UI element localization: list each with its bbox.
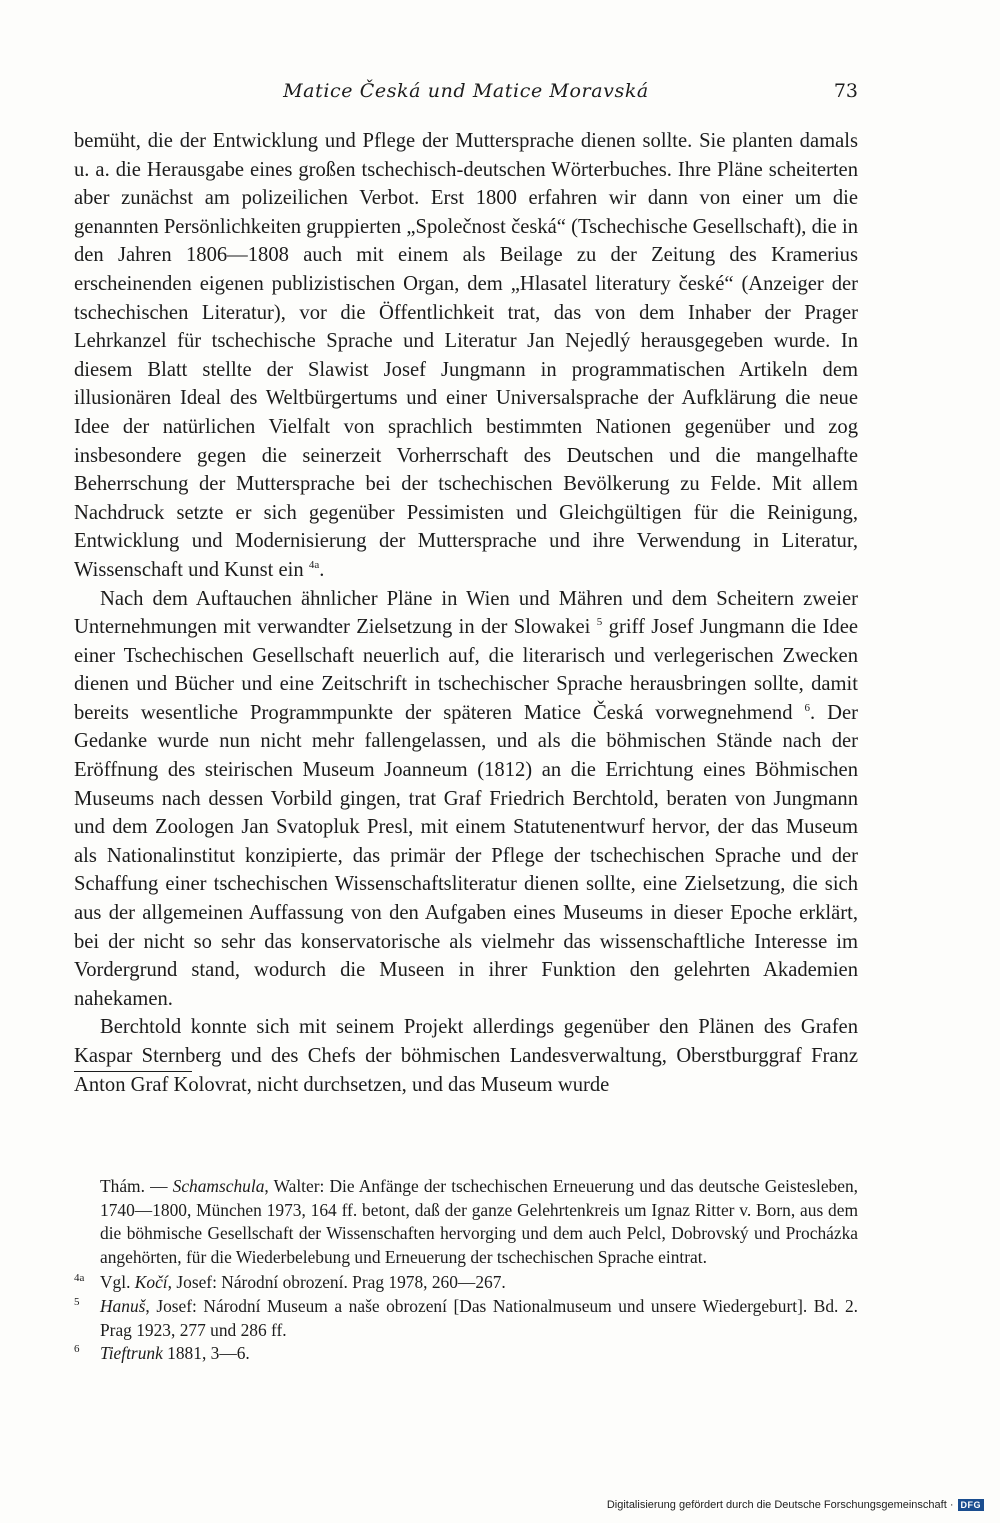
- paragraph-2-text-b: griff Josef Jungmann die Idee einer Tschechischen Gesellschaft neuerlich auf, die literarisch und verlegerischen Zwecken dienen und Bücher und eine Zeitschrift in tschechischer Sprache herausbringen sollte, damit bereits wesentliche Programmpunkte der späteren Matice Česká vorwegnehmend: [74, 616, 858, 724]
- footnote-5: [74, 1295, 858, 1342]
- dfg-logo-icon: DFG: [958, 1499, 985, 1511]
- dfg-funding-banner: [607, 1499, 984, 1511]
- page-number: 73: [833, 80, 858, 102]
- footnote-ref-4a[interactable]: 4a: [308, 559, 320, 572]
- footnote-continuation: [74, 1175, 858, 1269]
- paragraph-1-text: bemüht, die der Entwicklung und Pflege der Muttersprache dienen sollte. Sie planten damals u. a. die Herausgabe eines großen tschechisch-deutschen Wörterbuches. Ihre Pläne scheiterten aber zunächst am polizeilichen Verbot. Erst 1800 erfahren wir dann von einer um die genannten Persönlichkeiten gruppierten „Společnost česká“ (Tschechische Gesellschaft), die in den Jahren 1806—1808 auch mit einem als Beilage zu der Zeitung des Kramerius erscheinenden eigenen publizistischen Organ, dem „Hlasatel literatury české“ (Anzeiger der tschechischen Literatur), vor die Öffentlichkeit trat, das von dem Inhaber der Prager Lehrkanzel für tschechische Sprache und Literatur Jan Nejedlý herausgegeben wurde. In diesem Blatt stellte der Slawist Josef Jungmann in programmatischen Artikeln dem illusionären Ideal des Weltbürgertums und einer Universalsprache der Aufklärung die neue Idee der natürlichen Vielfalt von sprachlich bestimmten Nationen gegenüber und zog insbesondere gegen die seinerzeit Vorherrschaft des Deutschen und die mangelhafte Beherrschung der Muttersprache bei der tschechischen Bevölkerung zu Felde. Mit allem Nachdruck setzte er sich gegenüber Pessimisten und Gleichgültigen für die Reinigung, Entwicklung und Modernisierung der Muttersprache und ihre Verwendung in Literatur, Wissenschaft und Kunst ein: [74, 130, 858, 581]
- paragraph-2-text-c: . Der Gedanke wurde nun nicht mehr fallengelassen, und als die böhmischen Stände nach der Eröffnung des steirischen Museum Joanneum (1812) an die Errichtung eines Böhmischen Museums nach dessen Vorbild gingen, trat Graf Friedrich Berchtold, beraten von Jungmann und dem Zoologen Jan Svatopluk Presl, mit einem Statutenentwurf hervor, der das Museum als Nationalinstitut konzipierte, das primär der Pflege der tschechischen Sprache und der Schaffung einer tschechischen Wissenschaftsliteratur dienen sollte, eine Zielsetzung, die sich aus der allgemeinen Auffassung von den Aufgaben eines Museums in dieser Epoche erklärt, bei der nicht so sehr das konservatorische als vielmehr das wissenschaftliche Interesse im Vordergrund stand, wodurch die Museen in ihrer Funktion den gelehrten Akademien nahekamen.: [74, 701, 858, 1010]
- footnote-cont-text-a: Thám. —: [100, 1176, 173, 1196]
- footnote-4a: [74, 1271, 858, 1295]
- footnote-ref-6[interactable]: 6: [804, 702, 810, 715]
- footnote-mark: 4a: [74, 1272, 85, 1285]
- footnote-6: [74, 1342, 858, 1366]
- footnote-author: Kočí: [134, 1272, 168, 1293]
- footnote-text: , Josef: Národní Museum a naše obrození [Das Nationalmuseum und unsere Wiedergeburt]. Bd. 2. Prag 1923, 277 und 286 ff.: [100, 1295, 858, 1340]
- footnotes: [74, 1175, 858, 1366]
- paragraph-1-end: .: [319, 558, 325, 581]
- paragraph-2: [74, 585, 858, 1014]
- dfg-banner-text: Digitalisierung gefördert durch die Deutsche Forschungsgemeinschaft ·: [606, 1499, 954, 1511]
- footnote-ref-5[interactable]: 5: [596, 616, 603, 629]
- paragraph-3-text: Berchtold konnte sich mit seinem Projekt allerdings gegenüber den Plänen des Grafen Kaspar Sternberg und des Chefs der böhmischen Landesverwaltung, Oberstburggraf Franz Anton Graf Kolovrat, nicht durchsetzen, und das Museum wurde: [74, 1016, 858, 1096]
- paragraph-2-text-a: Nach dem Auftauchen ähnlicher Pläne in Wien und Mähren und dem Scheitern zweier Unternehmungen mit verwandter Zielsetzung in der Slowakei: [74, 587, 858, 639]
- main-text: [74, 127, 858, 1099]
- footnote-cont-author: Schamschula: [172, 1176, 265, 1196]
- footnote-text: 1881, 3—6.: [162, 1343, 250, 1364]
- footnote-mark: 5: [74, 1295, 80, 1308]
- paragraph-1: [74, 127, 858, 585]
- footnote-author: Tieftrunk: [100, 1343, 163, 1364]
- footnote-author: Hanuš: [100, 1295, 146, 1316]
- running-title: Matice Česká und Matice Moravská: [283, 80, 649, 102]
- paragraph-3: [74, 1013, 858, 1099]
- page-header: [74, 80, 858, 112]
- footnote-mark: 6: [74, 1343, 80, 1356]
- footnote-prefix: Vgl.: [100, 1272, 135, 1293]
- footnote-cont-text-b: , Walter: Die Anfänge der tschechischen Erneuerung und das deutsche Geistesleben, 1740—1800, München 1973, 164 ff. betont, daß der ganze Gelehrtenkreis um Ignaz Ritter v. Born, aus dem die böhmische Gesellschaft der Wissenschaften hervorging und dem auch Pelcl, Dobrovský und Procházka angehörten, für die Wiederbelebung und Erneuerung der tschechischen Sprache eintrat.: [100, 1176, 858, 1267]
- footnote-text: , Josef: Národní obrození. Prag 1978, 260—267.: [167, 1272, 506, 1293]
- footnote-divider: [74, 1071, 192, 1072]
